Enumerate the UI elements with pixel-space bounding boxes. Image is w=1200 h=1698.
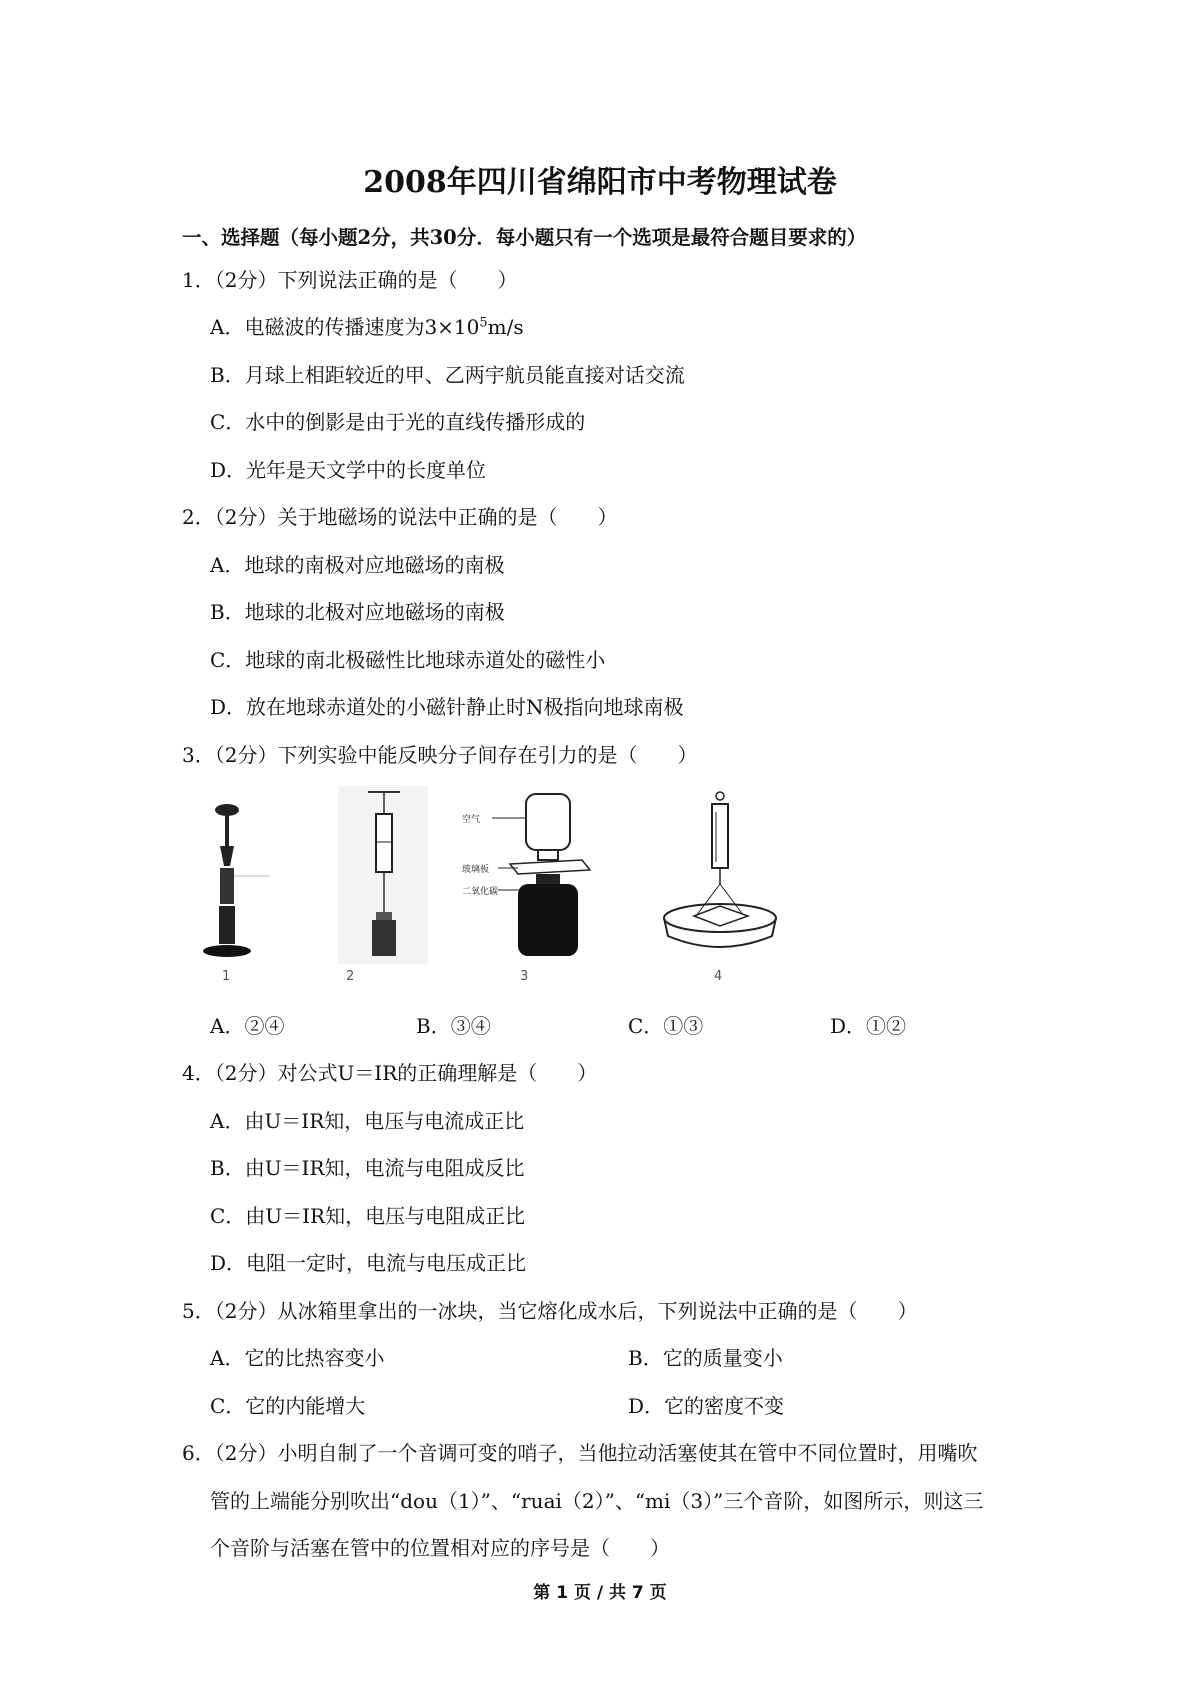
figure-1-lead-cylinders [200, 786, 280, 961]
figure-4-plate-in-water [658, 786, 782, 964]
question-1-option-d: D．光年是天文学中的长度单位 [210, 458, 487, 482]
question-1-stem: 1．（2分）下列说法正确的是（ ） [182, 268, 518, 292]
question-2-option-b: B．地球的北极对应地磁场的南极 [210, 600, 505, 624]
fig3-label-co2: 二氧化碳 [462, 887, 499, 897]
figure-3-diffusion-bottles [462, 786, 602, 964]
question-5-option-b: B．它的质量变小 [628, 1346, 783, 1370]
question-1-option-b: B．月球上相距较近的甲、乙两宇航员能直接对话交流 [210, 363, 685, 387]
page-footer: 第 1 页 / 共 7 页 [533, 1583, 667, 1603]
question-5-option-a: A．它的比热容变小 [210, 1346, 385, 1370]
question-4-stem: 4．（2分）对公式U＝IR的正确理解是（ ） [182, 1061, 598, 1085]
question-6-line-1: 6．（2分）小明自制了一个音调可变的哨子，当他拉动活塞使其在管中不同位置时，用嘴吹 [182, 1441, 978, 1465]
question-2-option-a: A．地球的南极对应地磁场的南极 [210, 553, 505, 577]
fig3-label-air: 空气 [462, 815, 481, 825]
section-heading: 一、选择题（每小题2分，共30分．每小题只有一个选项是最符合题目要求的） [182, 226, 867, 249]
question-5-option-d: D．它的密度不变 [628, 1394, 785, 1418]
question-2-stem: 2．（2分）关于地磁场的说法中正确的是（ ） [182, 505, 618, 529]
question-3-stem: 3．（2分）下列实验中能反映分子间存在引力的是（ ） [182, 743, 698, 767]
exponent: 5 [479, 315, 488, 331]
figure-2-spring-scale [338, 786, 428, 964]
question-3-option-d: D．①② [830, 1014, 907, 1038]
question-4-option-c: C．由U＝IR知，电压与电阻成正比 [210, 1204, 526, 1228]
question-1-option-c: C．水中的倒影是由于光的直线传播形成的 [210, 410, 586, 434]
question-4-option-b: B．由U＝IR知，电流与电阻成反比 [210, 1156, 525, 1180]
question-5-stem: 5．（2分）从冰箱里拿出的一冰块，当它熔化成水后，下列说法中正确的是（ ） [182, 1299, 918, 1323]
figure-4-label: 4 [714, 969, 723, 984]
page-title: 2008年四川省绵阳市中考物理试卷 [363, 165, 837, 200]
question-2-option-d: D．放在地球赤道处的小磁针静止时N极指向地球南极 [210, 695, 684, 719]
unit: m/s [487, 315, 524, 339]
question-2-option-c: C．地球的南北极磁性比地球赤道处的磁性小 [210, 648, 606, 672]
figure-3-label: 3 [520, 969, 529, 984]
figure-1-label: 1 [222, 969, 231, 984]
question-5-option-c: C．它的内能增大 [210, 1394, 366, 1418]
question-3-option-a: A．②④ [210, 1014, 285, 1038]
question-3-option-c: C．①③ [628, 1014, 704, 1038]
question-1-option-a [210, 313, 524, 341]
option-a-text: A．电磁波的传播速度为3×10 [210, 315, 480, 339]
fig3-label-glass: 玻璃板 [462, 865, 490, 875]
figure-2-label: 2 [346, 969, 355, 984]
question-6-line-3: 个音阶与活塞在管中的位置相对应的序号是（ ） [210, 1536, 670, 1560]
question-6-line-2: 管的上端能分别吹出“dou（1）”、“ruai（2）”、“mi（3）”三个音阶，如图所示，则这三 [210, 1489, 984, 1513]
question-4-option-d: D．电阻一定时，电流与电压成正比 [210, 1251, 527, 1275]
question-3-figures [200, 786, 820, 986]
question-3-option-b: B．③④ [416, 1014, 491, 1038]
question-4-option-a: A．由U＝IR知，电压与电流成正比 [210, 1109, 525, 1133]
